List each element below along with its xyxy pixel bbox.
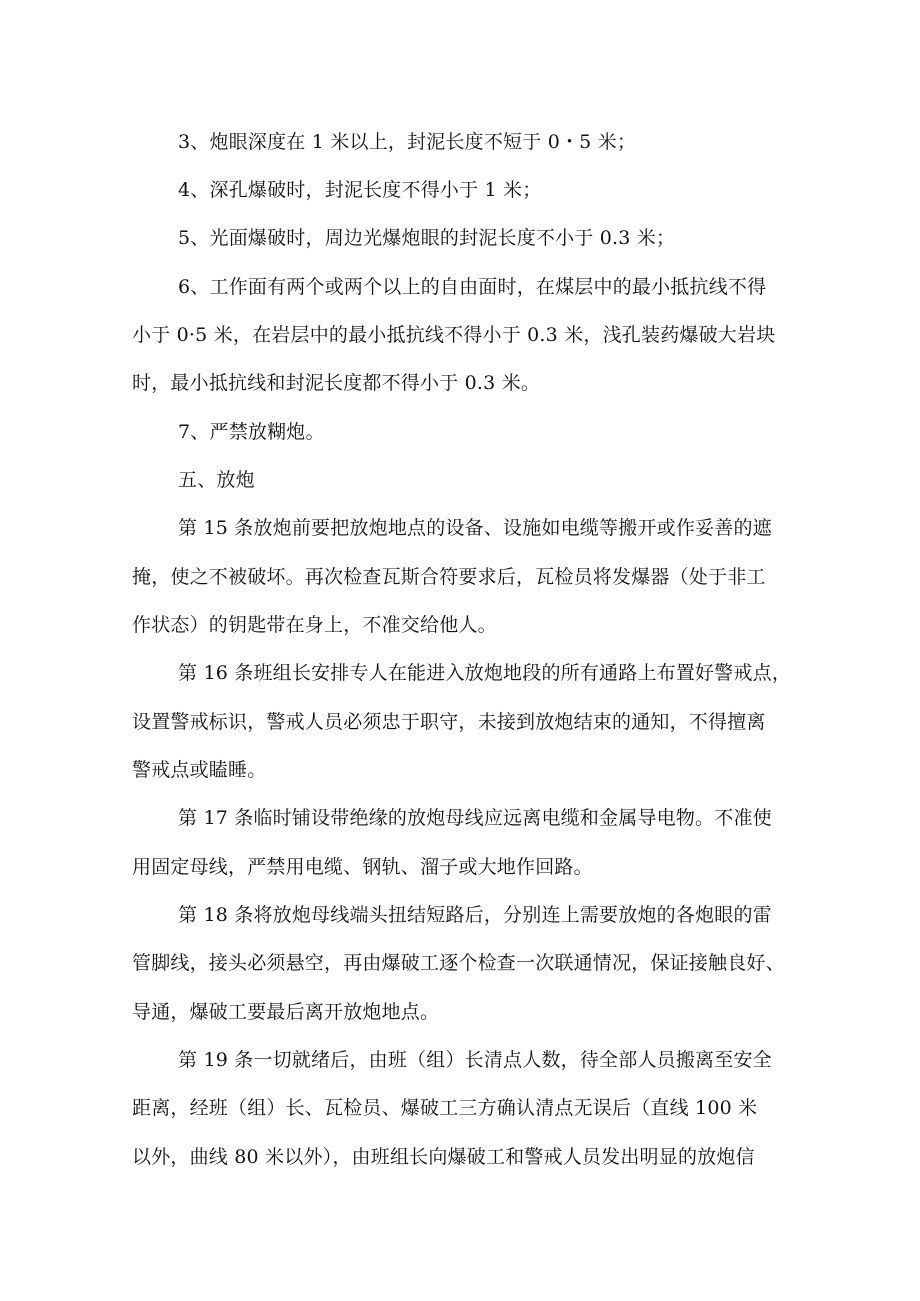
text-line: 4、深孔爆破时，封泥长度不得小于 1 米； bbox=[178, 179, 542, 201]
text-line: 5、光面爆破时，周边光爆炮眼的封泥长度不小于 0.3 米； bbox=[178, 227, 676, 249]
text-line: 小于 0·5 米，在岩层中的最小抵抗线不得小于 0.3 米，浅孔装药爆破大岩块 bbox=[132, 324, 776, 346]
section-heading: 五、放炮 bbox=[178, 469, 255, 491]
text-line: 6、工作面有两个或两个以上的自由面时，在煤层中的最小抵抗线不得 bbox=[178, 276, 767, 298]
text-line: 警戒点或瞌睡。 bbox=[132, 759, 267, 781]
text-line: 距离，经班（组）长、瓦检员、爆破工三方确认清点无误后（直线 100 米 bbox=[132, 1097, 758, 1119]
text-line: 作状态）的钥匙带在身上，不准交给他人。 bbox=[132, 614, 497, 636]
text-line: 时，最小抵抗线和封泥长度都不得小于 0.3 米。 bbox=[132, 372, 541, 394]
text-line: 第 15 条放炮前要把放炮地点的设备、设施如电缆等搬开或作妥善的遮 bbox=[178, 517, 772, 539]
text-line: 用固定母线，严禁用电缆、钢轨、溜子或大地作回路。 bbox=[132, 856, 593, 878]
text-line: 掩，使之不被破坏。再次检查瓦斯合符要求后，瓦检员将发爆器（处于非工 bbox=[132, 566, 766, 588]
text-line: 以外，曲线 80 米以外），由班组长向爆破工和警戒人员发出明显的放炮信 bbox=[132, 1146, 755, 1168]
text-line: 设置警戒标识，警戒人员必须忠于职守，未接到放炮结束的通知，不得擅离 bbox=[132, 711, 766, 733]
text-line: 导通，爆破工要最后离开放炮地点。 bbox=[132, 1001, 440, 1023]
text-line: 第 19 条一切就绪后，由班（组）长清点人数，待全部人员搬离至安全 bbox=[178, 1049, 772, 1071]
text-line: 第 17 条临时铺设带绝缘的放炮母线应远离电缆和金属导电物。不准使 bbox=[178, 807, 772, 829]
text-line: 3、炮眼深度在 1 米以上，封泥长度不短于 0・5 米； bbox=[178, 131, 637, 153]
text-line: 管脚线，接头必须悬空，再由爆破工逐个检查一次联通情况，保证接触良好、 bbox=[132, 952, 785, 974]
text-line: 第 18 条将放炮母线端头扭结短路后，分别连上需要放炮的各炮眼的雷 bbox=[178, 904, 772, 926]
text-line: 7、严禁放糊炮。 bbox=[178, 421, 325, 443]
text-line: 第 16 条班组长安排专人在能进入放炮地段的所有通路上布置好警戒点， bbox=[178, 662, 792, 684]
